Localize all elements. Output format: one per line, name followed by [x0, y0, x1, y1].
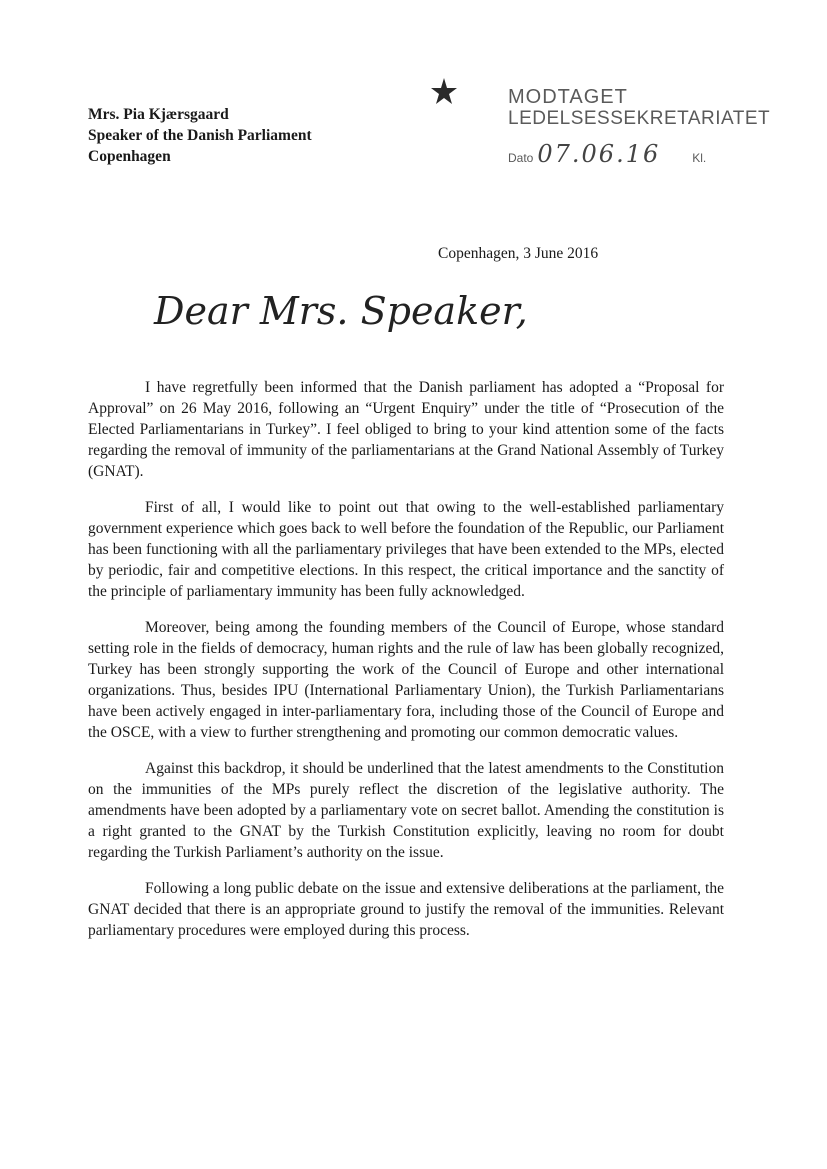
stamp-time-label: Kl.: [692, 151, 707, 165]
received-stamp: [508, 86, 770, 168]
letter-body: [88, 377, 724, 956]
stamp-date-value: 07.06.16: [537, 140, 661, 168]
crescent-star-icon: [368, 60, 464, 132]
paragraph-5: Following a long public debate on the issue and extensive deliberations at the parliament, the GNAT decided that there is an appropriate ground to justify the removal of the immunities. Relevant parliamentary procedures were employed during this process.: [88, 880, 724, 939]
stamp-line1: MODTAGET: [508, 86, 628, 108]
stamp-date-label: Dato: [508, 151, 534, 165]
handwritten-salutation: [150, 284, 550, 342]
paragraph-2: First of all, I would like to point out that owing to the well-established parliamentary government experience which goes back to well before the foundation of the Republic, our Parliament has been functioning with all the parliamentary privileges that have been extended to the MPs, elected by periodic, fair and competitive elections. In this respect, the critical importance and the sanctity of the principle of parliamentary immunity has been fully acknowledged.: [88, 499, 724, 600]
salutation-text: Dear Mrs. Speaker,: [154, 289, 528, 333]
dateline: Copenhagen, 3 June 2016: [438, 245, 599, 262]
recipient-address: [88, 104, 312, 167]
paragraph-4: Against this backdrop, it should be underlined that the latest amendments to the Constitution on the immunities of the MPs purely reflect the discretion of the legislative authority. The amendments have been adopted by a parliamentary vote on secret ballot. Amending the constitution is a right granted to the GNAT by the Turkish Constitution explicitly, leaving no room for doubt regarding the Turkish Parliament’s authority on the issue.: [88, 760, 724, 861]
paragraph-1: I have regretfully been informed that the Danish parliament has adopted a “Proposal for Approval” on 26 May 2016, following an “Urgent Enquiry” under the title of “Prosecution of the Elected Parliamentarians in Turkey”. I feel obliged to bring to your kind attention some of the facts regarding the removal of immunity of the parliamentarians at the Grand National Assembly of Turkey (GNAT).: [88, 379, 724, 480]
stamp-line2: LEDELSESSEKRETARIATET: [508, 108, 771, 129]
paragraph-3: Moreover, being among the founding members of the Council of Europe, whose standard setting role in the fields of democracy, human rights and the rule of law has been globally recognized, Turkey has been strongly supporting the work of the Council of Europe and other international organizations. Thus, besides IPU (International Parliamentary Union), the Turkish Parliamentarians have been actively engaged in inter-parliamentary fora, including those of the Council of Europe and the OSCE, with a view to further strengthening and promoting our common democratic values.: [88, 619, 724, 741]
recipient-city: Copenhagen: [88, 148, 171, 165]
recipient-title: Speaker of the Danish Parliament: [88, 127, 312, 144]
recipient-name: Mrs. Pia Kjærsgaard: [88, 106, 229, 123]
